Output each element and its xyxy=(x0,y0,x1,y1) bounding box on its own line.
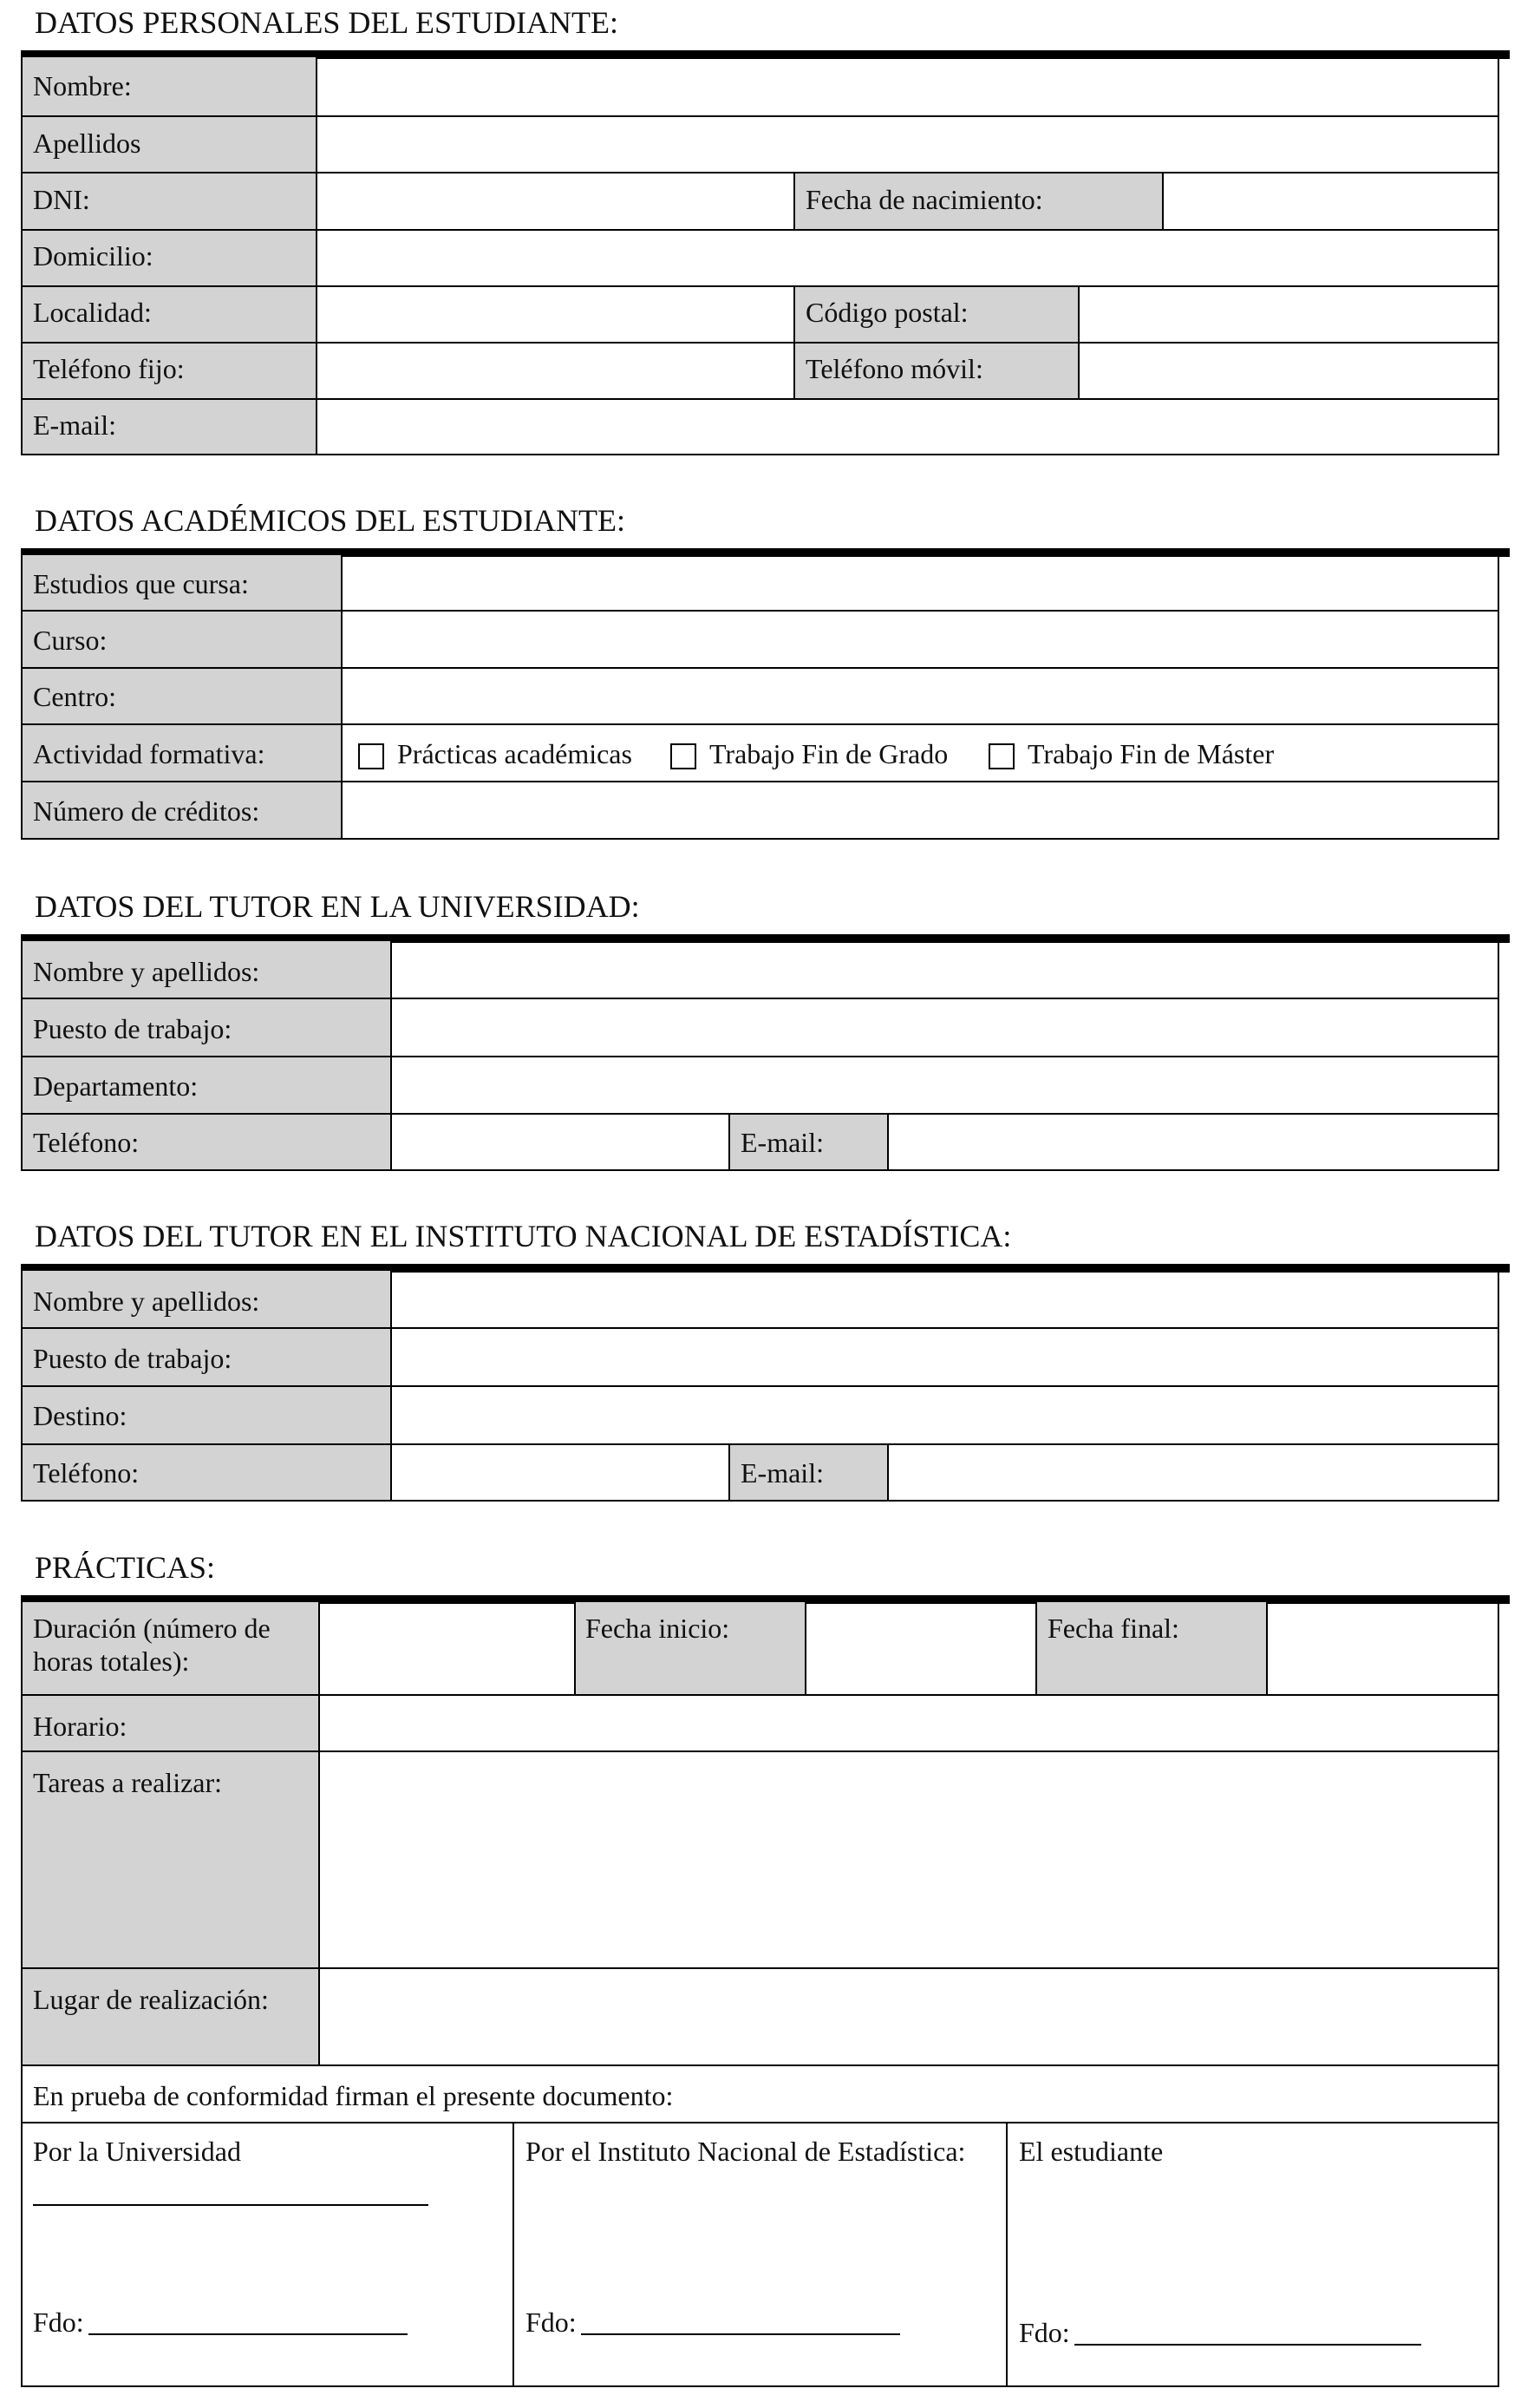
conformidad-text: En prueba de conformidad firman el presente documento: xyxy=(33,2080,674,2111)
label-tutor-uni-telefono: Teléfono: xyxy=(33,1127,140,1158)
option-tfm-label: Trabajo Fin de Máster xyxy=(1028,738,1275,769)
localidad-field[interactable] xyxy=(319,289,792,340)
curso-field[interactable] xyxy=(344,613,1498,665)
fdo-estudiante-label: Fdo: xyxy=(1019,2317,1070,2348)
tutor-ine-destino-field[interactable] xyxy=(394,1389,1498,1442)
label-actividad: Actividad formativa: xyxy=(33,738,265,769)
fecha-inicio-field[interactable] xyxy=(808,1604,1034,1692)
fecha-final-field[interactable] xyxy=(1270,1604,1498,1692)
label-apellidos: Apellidos xyxy=(33,128,141,159)
signer-estudiante-label: El estudiante xyxy=(1019,2136,1164,2167)
checkbox-tfm[interactable] xyxy=(989,743,1015,769)
tutor-uni-nombre-field[interactable] xyxy=(394,943,1498,996)
label-fecha-final: Fecha final: xyxy=(1048,1613,1179,1644)
label-tutor-uni-puesto: Puesto de trabajo: xyxy=(33,1013,232,1044)
email-field[interactable] xyxy=(319,402,1498,454)
horario-field[interactable] xyxy=(322,1698,1498,1749)
label-tutor-uni-departamento: Departamento: xyxy=(33,1070,199,1102)
label-domicilio: Domicilio: xyxy=(33,240,153,272)
tutor-ine-nombre-field[interactable] xyxy=(394,1273,1498,1325)
tutor-uni-departamento-field[interactable] xyxy=(394,1059,1498,1111)
label-tutor-ine-email: E-mail: xyxy=(741,1457,824,1489)
label-lugar: Lugar de realización: xyxy=(33,1984,269,2015)
label-tutor-ine-telefono: Teléfono: xyxy=(33,1457,140,1489)
estudios-field[interactable] xyxy=(344,557,1498,608)
duracion-field[interactable] xyxy=(322,1604,572,1692)
fdo-line-universidad[interactable] xyxy=(88,2333,408,2335)
label-nombre: Nombre: xyxy=(33,70,132,101)
tutor-uni-telefono-field[interactable] xyxy=(394,1116,727,1169)
label-dni: DNI: xyxy=(33,184,90,215)
label-fecha-nacimiento: Fecha de nacimiento: xyxy=(806,184,1043,215)
tutor-ine-puesto-field[interactable] xyxy=(394,1331,1498,1384)
label-telefono-fijo: Teléfono fijo: xyxy=(33,353,185,384)
tutor-ine-telefono-field[interactable] xyxy=(394,1447,727,1500)
lugar-field[interactable] xyxy=(322,1971,1498,2063)
label-estudios: Estudios que cursa: xyxy=(33,568,249,599)
label-fecha-inicio: Fecha inicio: xyxy=(585,1613,730,1644)
nombre-field[interactable] xyxy=(319,59,1498,114)
fecha-nacimiento-field[interactable] xyxy=(1165,175,1498,227)
checkbox-tfg[interactable] xyxy=(670,743,696,769)
fdo-universidad-label: Fdo: xyxy=(33,2307,84,2338)
label-localidad: Localidad: xyxy=(33,297,152,328)
dni-field[interactable] xyxy=(319,175,792,227)
fdo-ine-label: Fdo: xyxy=(525,2307,577,2338)
centro-field[interactable] xyxy=(344,671,1498,722)
section-heading-personal: DATOS PERSONALES DEL ESTUDIANTE: xyxy=(35,5,619,40)
label-tareas: Tareas a realizar: xyxy=(33,1767,223,1798)
telefono-fijo-field[interactable] xyxy=(319,345,792,396)
signer-ine-label: Por el Instituto Nacional de Estadística: xyxy=(525,2136,966,2167)
tareas-field[interactable] xyxy=(322,1754,1498,1966)
fdo-line-estudiante[interactable] xyxy=(1074,2344,1421,2346)
tutor-ine-email-field[interactable] xyxy=(891,1447,1498,1500)
option-practicas-label: Prácticas académicas xyxy=(397,738,632,769)
section-heading-tutor-uni: DATOS DEL TUTOR EN LA UNIVERSIDAD: xyxy=(35,889,640,924)
codigo-postal-field[interactable] xyxy=(1081,289,1498,340)
apellidos-field[interactable] xyxy=(319,119,1498,170)
option-tfg-label: Trabajo Fin de Grado xyxy=(709,738,949,769)
label-curso: Curso: xyxy=(33,625,108,656)
label-tutor-uni-email: E-mail: xyxy=(741,1127,824,1158)
label-codigo-postal: Código postal: xyxy=(806,297,969,328)
label-centro: Centro: xyxy=(33,681,116,712)
label-creditos: Número de créditos: xyxy=(33,795,260,827)
label-tutor-ine-nombre: Nombre y apellidos: xyxy=(33,1286,260,1317)
creditos-field[interactable] xyxy=(344,784,1498,838)
section-heading-tutor-ine: DATOS DEL TUTOR EN EL INSTITUTO NACIONAL DE ESTADÍSTICA: xyxy=(35,1219,1012,1253)
label-tutor-uni-nombre: Nombre y apellidos: xyxy=(33,956,260,987)
section-heading-practicas: PRÁCTICAS: xyxy=(35,1550,216,1585)
label-tutor-ine-destino: Destino: xyxy=(33,1400,127,1431)
signature-line-universidad[interactable] xyxy=(33,2204,428,2206)
label-tutor-ine-puesto: Puesto de trabajo: xyxy=(33,1343,232,1374)
label-duracion: Duración (número de horas totales): xyxy=(33,1613,271,1677)
checkbox-practicas[interactable] xyxy=(358,743,384,769)
section-heading-academic: DATOS ACADÉMICOS DEL ESTUDIANTE: xyxy=(35,503,626,538)
fdo-line-ine[interactable] xyxy=(581,2333,900,2335)
tutor-uni-puesto-field[interactable] xyxy=(394,1001,1498,1054)
label-telefono-movil: Teléfono móvil: xyxy=(806,353,983,384)
domicilio-field[interactable] xyxy=(319,232,1498,284)
tutor-uni-email-field[interactable] xyxy=(891,1116,1498,1169)
label-email: E-mail: xyxy=(33,409,116,441)
signer-universidad-label: Por la Universidad xyxy=(33,2136,241,2167)
telefono-movil-field[interactable] xyxy=(1081,345,1498,396)
label-horario: Horario: xyxy=(33,1711,127,1742)
